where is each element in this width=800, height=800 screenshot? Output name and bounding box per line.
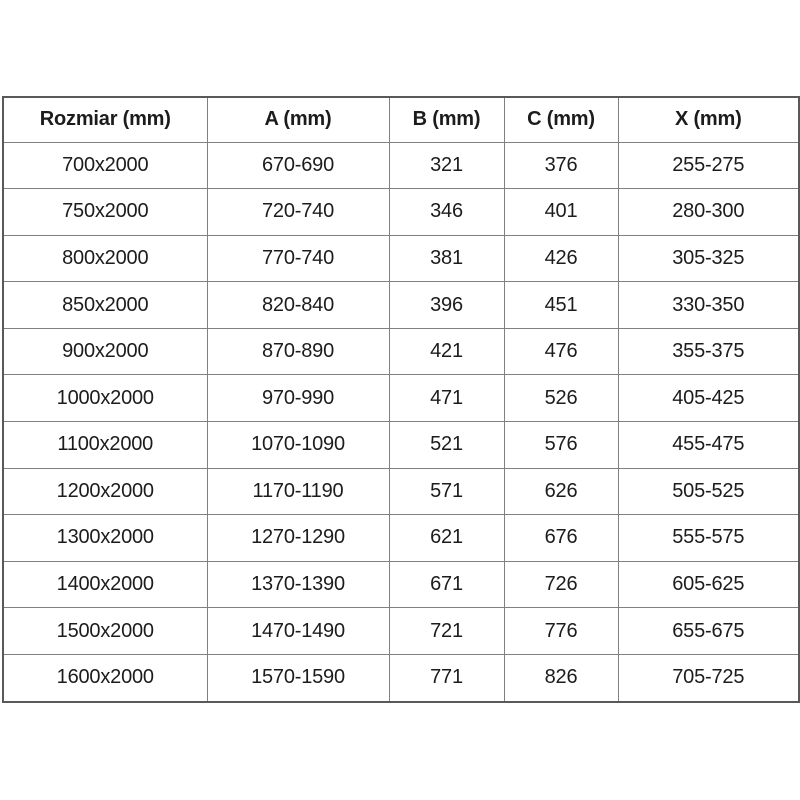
table-row <box>3 515 799 562</box>
table-cell: 676 <box>504 515 618 562</box>
table-cell: 900x2000 <box>3 328 207 375</box>
table-cell: 750x2000 <box>3 189 207 236</box>
table-cell: 555-575 <box>618 515 799 562</box>
table-cell: 471 <box>389 375 504 422</box>
table-cell: 426 <box>504 235 618 282</box>
table-cell: 1400x2000 <box>3 561 207 608</box>
table-row <box>3 654 799 702</box>
table-cell: 1600x2000 <box>3 654 207 702</box>
table-cell: 770-740 <box>207 235 389 282</box>
table-cell: 705-725 <box>618 654 799 702</box>
table-cell: 455-475 <box>618 421 799 468</box>
table-row <box>3 421 799 468</box>
table-cell: 1470-1490 <box>207 608 389 655</box>
table-row <box>3 328 799 375</box>
table-cell: 1170-1190 <box>207 468 389 515</box>
table-row <box>3 608 799 655</box>
table-row <box>3 235 799 282</box>
table-cell: 571 <box>389 468 504 515</box>
table-cell: 305-325 <box>618 235 799 282</box>
table-cell: 321 <box>389 142 504 189</box>
table-cell: 451 <box>504 282 618 329</box>
table-cell: 280-300 <box>618 189 799 236</box>
table-cell: 655-675 <box>618 608 799 655</box>
table-cell: 1270-1290 <box>207 515 389 562</box>
table-cell: 376 <box>504 142 618 189</box>
table-cell: 621 <box>389 515 504 562</box>
table-cell: 970-990 <box>207 375 389 422</box>
table-cell: 330-350 <box>618 282 799 329</box>
table-cell: 771 <box>389 654 504 702</box>
table-row <box>3 189 799 236</box>
header-cell-rozmiar: Rozmiar (mm) <box>3 97 207 142</box>
table-row <box>3 375 799 422</box>
header-cell-b: B (mm) <box>389 97 504 142</box>
table-cell: 826 <box>504 654 618 702</box>
table-cell: 800x2000 <box>3 235 207 282</box>
table-cell: 700x2000 <box>3 142 207 189</box>
table-cell: 605-625 <box>618 561 799 608</box>
table-cell: 671 <box>389 561 504 608</box>
table-cell: 870-890 <box>207 328 389 375</box>
size-table <box>2 96 800 703</box>
table-body <box>3 142 799 702</box>
table-cell: 405-425 <box>618 375 799 422</box>
table-cell: 820-840 <box>207 282 389 329</box>
table-cell: 521 <box>389 421 504 468</box>
table-cell: 1500x2000 <box>3 608 207 655</box>
table-cell: 1070-1090 <box>207 421 389 468</box>
table-cell: 381 <box>389 235 504 282</box>
table-cell: 1300x2000 <box>3 515 207 562</box>
table-row <box>3 142 799 189</box>
table-header-row <box>3 97 799 142</box>
table-cell: 726 <box>504 561 618 608</box>
table-cell: 421 <box>389 328 504 375</box>
table-cell: 1570-1590 <box>207 654 389 702</box>
table-cell: 1000x2000 <box>3 375 207 422</box>
table-row <box>3 561 799 608</box>
table-cell: 721 <box>389 608 504 655</box>
table-cell: 255-275 <box>618 142 799 189</box>
table-cell: 850x2000 <box>3 282 207 329</box>
header-cell-a: A (mm) <box>207 97 389 142</box>
table-cell: 355-375 <box>618 328 799 375</box>
size-table-container <box>2 96 798 703</box>
table-cell: 720-740 <box>207 189 389 236</box>
table-cell: 1100x2000 <box>3 421 207 468</box>
table-cell: 626 <box>504 468 618 515</box>
table-cell: 401 <box>504 189 618 236</box>
table-cell: 576 <box>504 421 618 468</box>
table-cell: 1200x2000 <box>3 468 207 515</box>
table-cell: 1370-1390 <box>207 561 389 608</box>
table-cell: 346 <box>389 189 504 236</box>
header-cell-c: C (mm) <box>504 97 618 142</box>
table-cell: 396 <box>389 282 504 329</box>
table-cell: 776 <box>504 608 618 655</box>
table-cell: 476 <box>504 328 618 375</box>
table-row <box>3 468 799 515</box>
table-cell: 670-690 <box>207 142 389 189</box>
table-row <box>3 282 799 329</box>
table-cell: 505-525 <box>618 468 799 515</box>
header-cell-x: X (mm) <box>618 97 799 142</box>
table-cell: 526 <box>504 375 618 422</box>
